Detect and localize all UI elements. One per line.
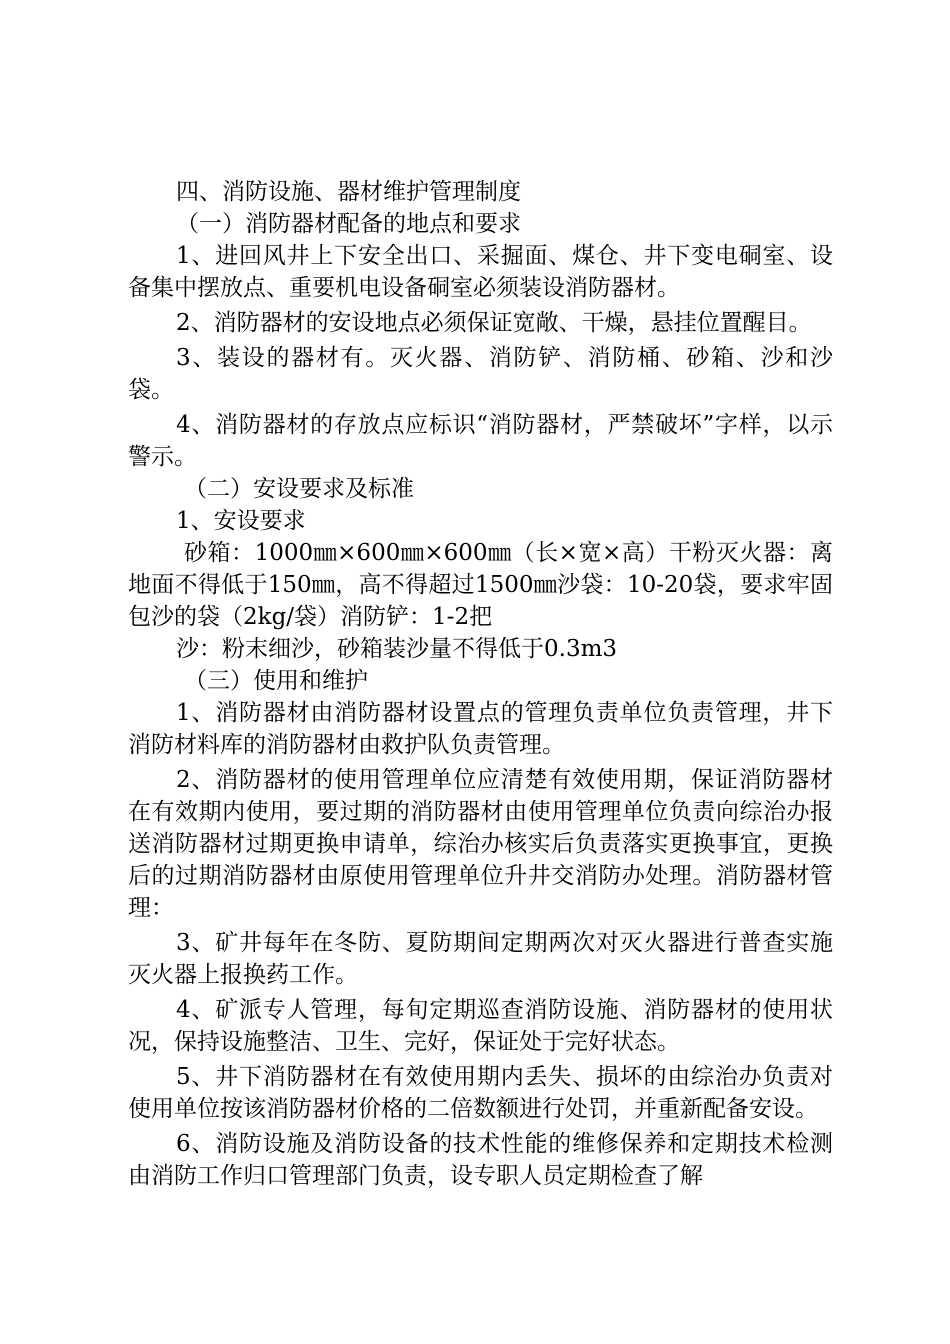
paragraph: 3、矿井每年在冬防、夏防期间定期两次对灭火器进行普查实施灭火器上报换药工作。	[128, 930, 833, 988]
paragraph: 2、消防器材的使用管理单位应清楚有效使用期，保证消防器材在有效期内使用，要过期的消防器材由使用管理单位负责向综治办报送消防器材过期更换申请单，综治办核实后负责落实更换事宜，更换后的过期消防器材由原使用管理单位升井交消防办处理。消防器材管理：	[128, 767, 833, 921]
paragraph: 1、消防器材由消防器材设置点的管理负责单位负责管理，井下消防材料库的消防器材由救护队负责管理。	[128, 700, 833, 758]
paragraph: 1、安设要求	[176, 508, 306, 534]
section-heading: 四、消防设施、器材维护管理制度	[176, 179, 521, 205]
paragraph: 6、消防设施及消防设备的技术性能的维修保养和定期技术检测由消防工作归口管理部门负责，设专职人员定期检查了解	[128, 1131, 833, 1189]
paragraph: 4、矿派专人管理，每旬定期巡查消防设施、消防器材的使用状况，保持设施整洁、卫生、完好，保证处于完好状态。	[128, 997, 833, 1055]
subsection-heading: （二）安设要求及标准	[184, 476, 414, 502]
paragraph: 5、井下消防器材在有效使用期内丢失、损坏的由综治办负责对使用单位按该消防器材价格的二倍数额进行处罚，并重新配备安设。	[128, 1064, 833, 1122]
subsection-heading: （一）消防器材配备的地点和要求	[176, 211, 521, 237]
paragraph: 3、装设的器材有。灭火器、消防铲、消防桶、砂箱、沙和沙袋。	[128, 345, 833, 403]
paragraph: 砂箱：1000㎜×600㎜×600㎜（长×宽×高）干粉灭火器：离地面不得低于150㎜，高不得超过1500㎜沙袋：10-20袋，要求牢固包沙的袋（2kg/袋）消防铲：1-2把	[128, 540, 833, 630]
subsection-heading: （三）使用和维护	[184, 668, 368, 694]
paragraph: 2、消防器材的安设地点必须保证宽敞、干燥，悬挂位置醒目。	[176, 310, 812, 336]
document-body	[128, 176, 833, 1192]
paragraph: 1、进回风井上下安全出口、采掘面、煤仓、井下变电硐室、设备集中摆放点、重要机电设备硐室必须装设消防器材。	[128, 243, 833, 301]
paragraph: 沙：粉末细沙，砂箱装沙量不得低于0.3m3	[176, 636, 618, 662]
paragraph: 4、消防器材的存放点应标识“消防器材，严禁破坏”字样，以示警示。	[128, 412, 833, 470]
